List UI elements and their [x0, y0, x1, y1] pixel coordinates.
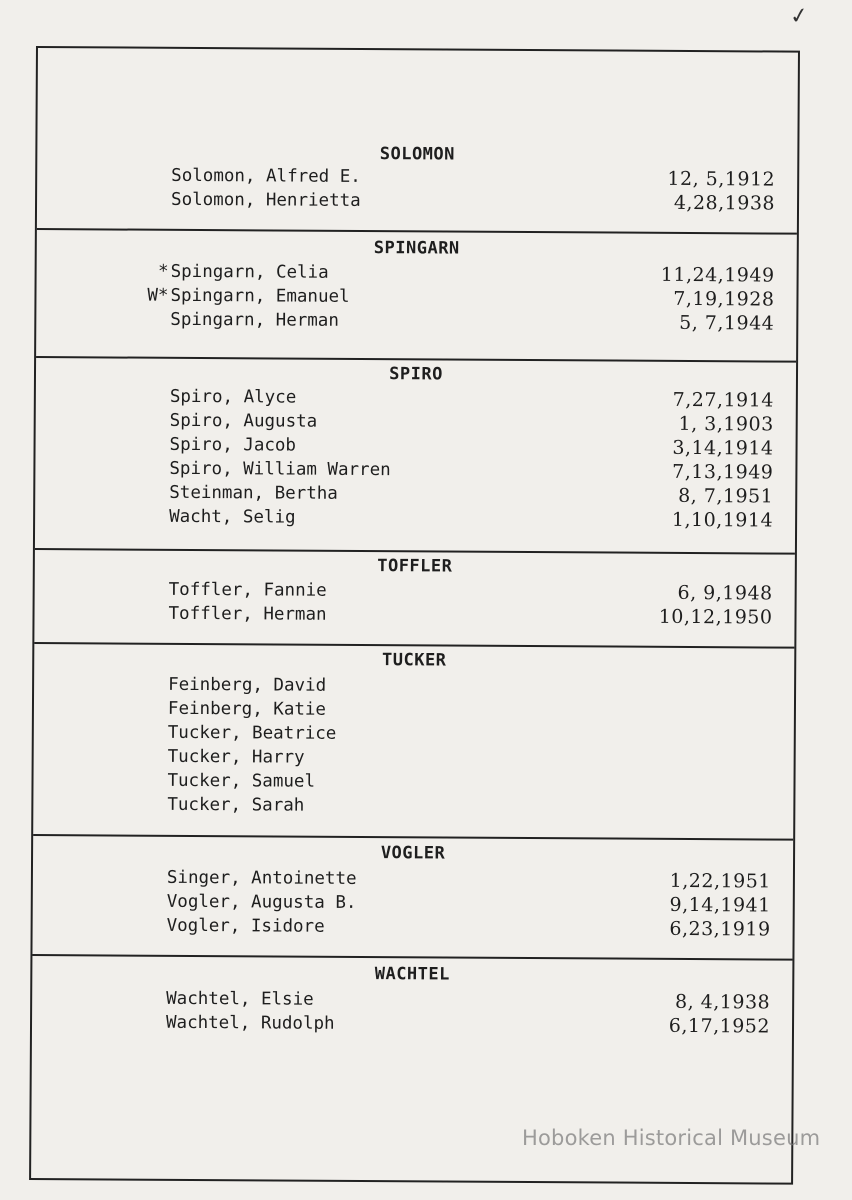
entry-name: Solomon, Alfred E.	[171, 165, 361, 187]
entry-name: Steinman, Bertha	[169, 482, 338, 504]
entry-name: Tucker, Samuel	[167, 770, 316, 792]
list-item	[33, 913, 793, 942]
entry-date: 9,14,1941	[669, 893, 771, 917]
list-item	[35, 504, 795, 533]
entry-name: Vogler, Isidore	[166, 915, 325, 937]
entry-date: 8, 7,1951	[678, 484, 774, 508]
entry-date: 6,17,1952	[668, 1014, 771, 1038]
entry-date: 4,28,1938	[673, 191, 776, 215]
watermark: Hoboken Historical Museum	[522, 1126, 821, 1150]
entry-date: 7,13,1949	[672, 460, 774, 484]
entry-name: Spiro, Augusta	[169, 410, 318, 432]
entry-name: Spiro, Jacob	[169, 434, 297, 456]
entry-date: 7,19,1928	[673, 287, 775, 311]
entry-name: Spiro, Alyce	[169, 386, 297, 408]
entry-name: Spiro, William Warren	[169, 458, 391, 481]
entry-name: Solomon, Henrietta	[171, 189, 361, 211]
entry-date: 5, 7,1944	[679, 311, 775, 335]
entry-mark: *	[158, 261, 169, 282]
entry-date: 1,22,1951	[669, 869, 771, 893]
entry-name: Singer, Antoinette	[166, 867, 357, 889]
entry-name: Spingarn, Herman	[170, 309, 339, 331]
entry-date: 6,23,1919	[669, 917, 771, 941]
entry-date: 11,24,1949	[660, 263, 775, 287]
entry-date: 7,27,1914	[672, 388, 774, 412]
list-item	[33, 792, 793, 821]
entry-name: Toffler, Fannie	[168, 579, 327, 601]
entry-name: Toffler, Herman	[168, 603, 327, 625]
entry-name: Spingarn, Celia	[170, 261, 329, 283]
section-heading: VOGLER	[380, 843, 446, 864]
section-heading: SOLOMON	[379, 144, 455, 165]
entry-name: Wachtel, Rudolph	[165, 1012, 335, 1034]
section-heading: SPINGARN	[373, 238, 460, 259]
entry-date: 1,10,1914	[671, 508, 774, 532]
entry-name: Feinberg, David	[168, 674, 327, 696]
entry-mark: W*	[147, 285, 169, 306]
list-item	[37, 187, 797, 216]
entry-date: 8, 4,1938	[674, 990, 771, 1014]
entry-name: Spingarn, Emanuel	[170, 285, 350, 307]
list-item	[34, 601, 794, 630]
entry-name: Tucker, Sarah	[167, 794, 305, 816]
section-heading: TUCKER	[381, 650, 447, 671]
entry-date: 3,14,1914	[672, 436, 774, 460]
entry-name: Tucker, Harry	[167, 746, 305, 768]
entry-date: 1, 3,1903	[678, 412, 774, 436]
entry-name: Feinberg, Katie	[167, 698, 327, 720]
section-spingarn	[36, 230, 797, 363]
entry-name: Tucker, Beatrice	[167, 722, 337, 744]
list-item	[32, 1010, 792, 1039]
section-spiro	[35, 358, 796, 555]
entry-date: 10,12,1950	[658, 605, 773, 629]
entry-name: Wacht, Selig	[169, 506, 296, 528]
list-item	[36, 307, 796, 336]
section-vogler	[32, 836, 793, 961]
check-mark: ✓	[788, 2, 811, 31]
section-solomon	[37, 48, 798, 235]
section-heading: WACHTEL	[374, 964, 450, 985]
record-sheet	[29, 46, 800, 1185]
entry-name: Wachtel, Elsie	[166, 988, 314, 1010]
entry-date: 12, 5,1912	[667, 167, 776, 191]
section-tucker	[33, 644, 794, 841]
section-heading: TOFFLER	[377, 556, 453, 577]
section-heading: SPIRO	[389, 364, 443, 385]
section-toffler	[34, 550, 795, 649]
entry-name: Vogler, Augusta B.	[166, 891, 357, 913]
entry-date: 6, 9,1948	[677, 581, 773, 605]
